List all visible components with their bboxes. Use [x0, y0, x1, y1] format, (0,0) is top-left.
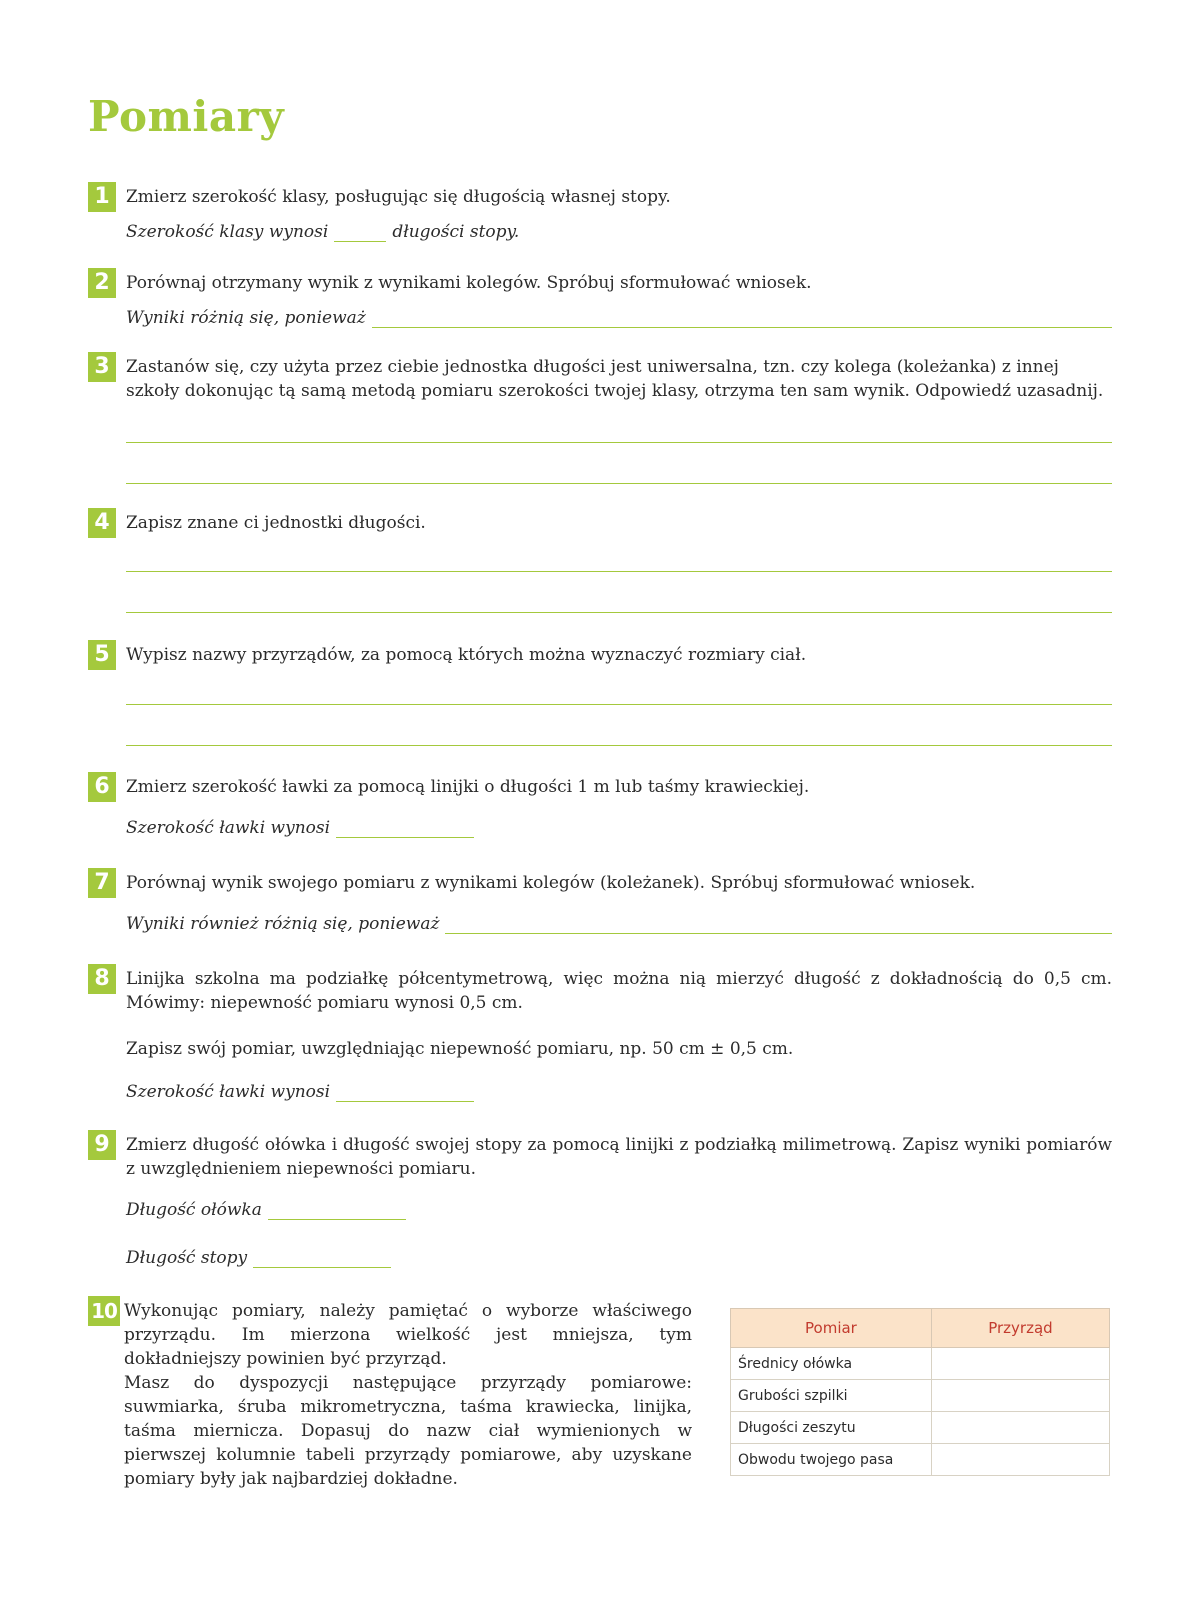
writing-line[interactable]	[126, 745, 1112, 746]
column-header: Pomiar	[731, 1309, 932, 1348]
measurement-cell: Długości zeszytu	[731, 1412, 932, 1444]
instrument-cell[interactable]	[931, 1348, 1109, 1380]
answer-blank[interactable]	[336, 1100, 474, 1102]
answer-blank[interactable]	[445, 932, 1112, 934]
answer-line	[126, 818, 480, 838]
measurement-table	[730, 1308, 1110, 1476]
task-prompt	[126, 967, 1112, 1083]
task-number: 4	[88, 508, 116, 538]
answer-blank[interactable]	[268, 1218, 406, 1220]
task-number: 9	[88, 1130, 116, 1160]
task-number: 6	[88, 772, 116, 802]
answer-label: Wyniki różnią się, ponieważ	[126, 308, 366, 328]
table-row	[731, 1444, 1110, 1476]
measurement-cell: Średnicy ołówka	[731, 1348, 932, 1380]
answer-label: Szerokość ławki wynosi	[126, 818, 331, 838]
task-number: 2	[88, 268, 116, 298]
answer-line	[126, 222, 519, 242]
table-row	[731, 1380, 1110, 1412]
task-prompt: Zmierz długość ołówka i długość swojej stopy za pomocą linijki z podziałką milimetrową. Zapisz wyniki pomiarów z uwzględnieniem niepewności pomiaru.	[126, 1135, 1112, 1179]
task-paragraph: Zapisz swój pomiar, uwzględniając niepewność pomiaru, np. 50 cm ± 0,5 cm.	[126, 1039, 794, 1059]
answer-label: Długość stopy	[126, 1248, 248, 1268]
task-number: 10	[88, 1296, 120, 1326]
instrument-cell[interactable]	[931, 1444, 1109, 1476]
task-number: 5	[88, 640, 116, 670]
answer-line	[126, 308, 1112, 328]
task-number: 7	[88, 868, 116, 898]
answer-label: Wyniki również różnią się, ponieważ	[126, 914, 440, 934]
answer-line	[126, 914, 1112, 934]
page-title: Pomiary	[88, 92, 285, 141]
task-prompt: Zapisz znane ci jednostki długości.	[126, 513, 426, 533]
task-number: 3	[88, 352, 116, 382]
writing-line[interactable]	[126, 704, 1112, 705]
instrument-cell[interactable]	[931, 1412, 1109, 1444]
answer-blank[interactable]	[372, 326, 1112, 328]
answer-blank[interactable]	[334, 240, 386, 242]
answer-label: Długość ołówka	[126, 1200, 262, 1220]
writing-line[interactable]	[126, 442, 1112, 443]
task-prompt: Zmierz szerokość ławki za pomocą linijki o długości 1 m lub taśmy krawieckiej.	[126, 777, 810, 797]
table-row	[731, 1412, 1110, 1444]
answer-suffix: długości stopy.	[392, 222, 520, 242]
answer-blank[interactable]	[253, 1266, 391, 1268]
answer-line	[126, 1200, 412, 1220]
writing-line[interactable]	[126, 571, 1112, 572]
answer-label: Szerokość ławki wynosi	[126, 1082, 331, 1102]
measurement-cell: Obwodu twojego pasa	[731, 1444, 932, 1476]
answer-line	[126, 1248, 397, 1268]
column-header: Przyrząd	[931, 1309, 1109, 1348]
task-prompt: Porównaj wynik swojego pomiaru z wynikami kolegów (koleżanek). Spróbuj sformułować wniosek.	[126, 873, 976, 893]
task-number: 1	[88, 182, 116, 212]
instrument-cell[interactable]	[931, 1380, 1109, 1412]
table-row	[731, 1348, 1110, 1380]
task-prompt: Zmierz szerokość klasy, posługując się długością własnej stopy.	[126, 187, 671, 207]
answer-label: Szerokość klasy wynosi	[126, 222, 329, 242]
task-prompt: Wypisz nazwy przyrządów, za pomocą których można wyznaczyć rozmiary ciał.	[126, 645, 807, 665]
writing-line[interactable]	[126, 612, 1112, 613]
task-number: 8	[88, 964, 116, 994]
answer-blank[interactable]	[336, 836, 474, 838]
task-prompt: Zastanów się, czy użyta przez ciebie jednostka długości jest uniwersalna, tzn. czy kolega (koleżanka) z innej szkoły dokonując tą samą metodą pomiaru szerokości twojej klasy, otrzyma ten sam wynik. Odpowiedź uzasadnij.	[126, 357, 1104, 401]
task-prompt: Porównaj otrzymany wynik z wynikami kolegów. Spróbuj sformułować wniosek.	[126, 273, 812, 293]
answer-line	[126, 1082, 480, 1102]
task-paragraph: Wykonując pomiary, należy pamiętać o wyborze właściwego przyrządu. Im mierzona wielkość jest mniejsza, tym dokładniejszy powinien być przyrząd.	[124, 1301, 692, 1369]
task-paragraph: Linijka szkolna ma podziałkę półcentymetrową, więc można nią mierzyć długość z dokładnością do 0,5 cm. Mówimy: niepewność pomiaru wynosi 0,5 cm.	[126, 969, 1112, 1013]
task-prompt	[124, 1299, 692, 1491]
task-paragraph: Masz do dyspozycji następujące przyrządy pomiarowe: suwmiarka, śruba mikrometryczna, taśma krawiecka, linijka, taśma miernicza. Dopasuj do nazw ciał wymienionych w pierwszej kolumnie tabeli przyrządy pomiarowe, aby uzyskane pomiary były jak najbardziej dokładne.	[124, 1373, 692, 1489]
table-header-row	[731, 1309, 1110, 1348]
writing-line[interactable]	[126, 483, 1112, 484]
measurement-cell: Grubości szpilki	[731, 1380, 932, 1412]
